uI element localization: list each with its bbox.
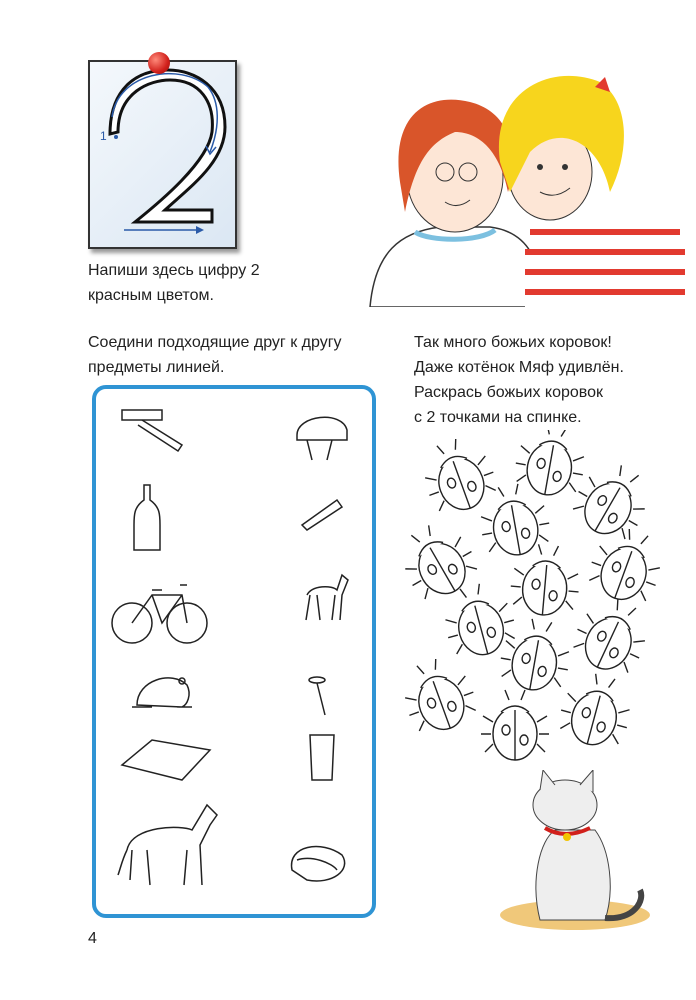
- ladybug-icon[interactable]: [567, 589, 658, 681]
- ladybug-icon[interactable]: [414, 431, 502, 520]
- hammer-icon[interactable]: [122, 410, 182, 451]
- matching-items: [92, 385, 376, 918]
- match-instruction-line2: предметы линией.: [88, 359, 225, 376]
- pencil-icon[interactable]: [302, 500, 342, 530]
- pushpin-icon: [148, 52, 170, 74]
- ladybug-icon[interactable]: [583, 521, 671, 610]
- digit-two-outline: [90, 62, 235, 247]
- match-instruction: [88, 330, 342, 380]
- ladybug-icon[interactable]: [400, 513, 484, 608]
- start-marker: 1: [100, 129, 107, 143]
- ladybug-instruction-line1: Так много божьих коровок!: [414, 334, 612, 351]
- glass-icon[interactable]: [310, 735, 334, 780]
- leaf-icon[interactable]: [292, 847, 345, 881]
- cat-illustration: [495, 770, 655, 935]
- ladybug-instruction-line4: с 2 точками на спинке.: [414, 409, 582, 426]
- nail-icon[interactable]: [309, 677, 325, 715]
- number-card: [88, 60, 237, 249]
- ladybug-icon[interactable]: [496, 615, 575, 696]
- write-instruction-line1: Напиши здесь цифру 2: [88, 262, 260, 279]
- horse-icon[interactable]: [118, 805, 217, 885]
- ladybug-icon[interactable]: [481, 690, 549, 760]
- ladybug-instruction-line3: Раскрась божьих коровок: [414, 384, 604, 401]
- ladybug-cluster: [400, 430, 690, 780]
- page-number: 4: [88, 930, 97, 947]
- cloth-icon[interactable]: [122, 740, 210, 780]
- ladybug-instruction-line2: Даже котёнок Мяф удивлён.: [414, 359, 624, 376]
- kids-illustration: [360, 62, 690, 307]
- ladybug-instruction: [414, 330, 624, 430]
- bottle-icon[interactable]: [134, 485, 160, 550]
- ladybug-icon[interactable]: [566, 453, 660, 548]
- ladybug-icon[interactable]: [400, 651, 482, 740]
- ladybug-icon[interactable]: [511, 430, 590, 500]
- frog-icon[interactable]: [132, 678, 192, 707]
- bicycle-icon[interactable]: [112, 585, 207, 643]
- write-instruction-line2: красным цветом.: [88, 287, 214, 304]
- match-instruction-line1: Соедини подходящие друг к другу: [88, 334, 342, 351]
- foal-icon[interactable]: [306, 575, 348, 620]
- ladybug-icon[interactable]: [554, 668, 638, 753]
- helmet-icon[interactable]: [297, 417, 347, 460]
- write-instruction: [88, 258, 260, 308]
